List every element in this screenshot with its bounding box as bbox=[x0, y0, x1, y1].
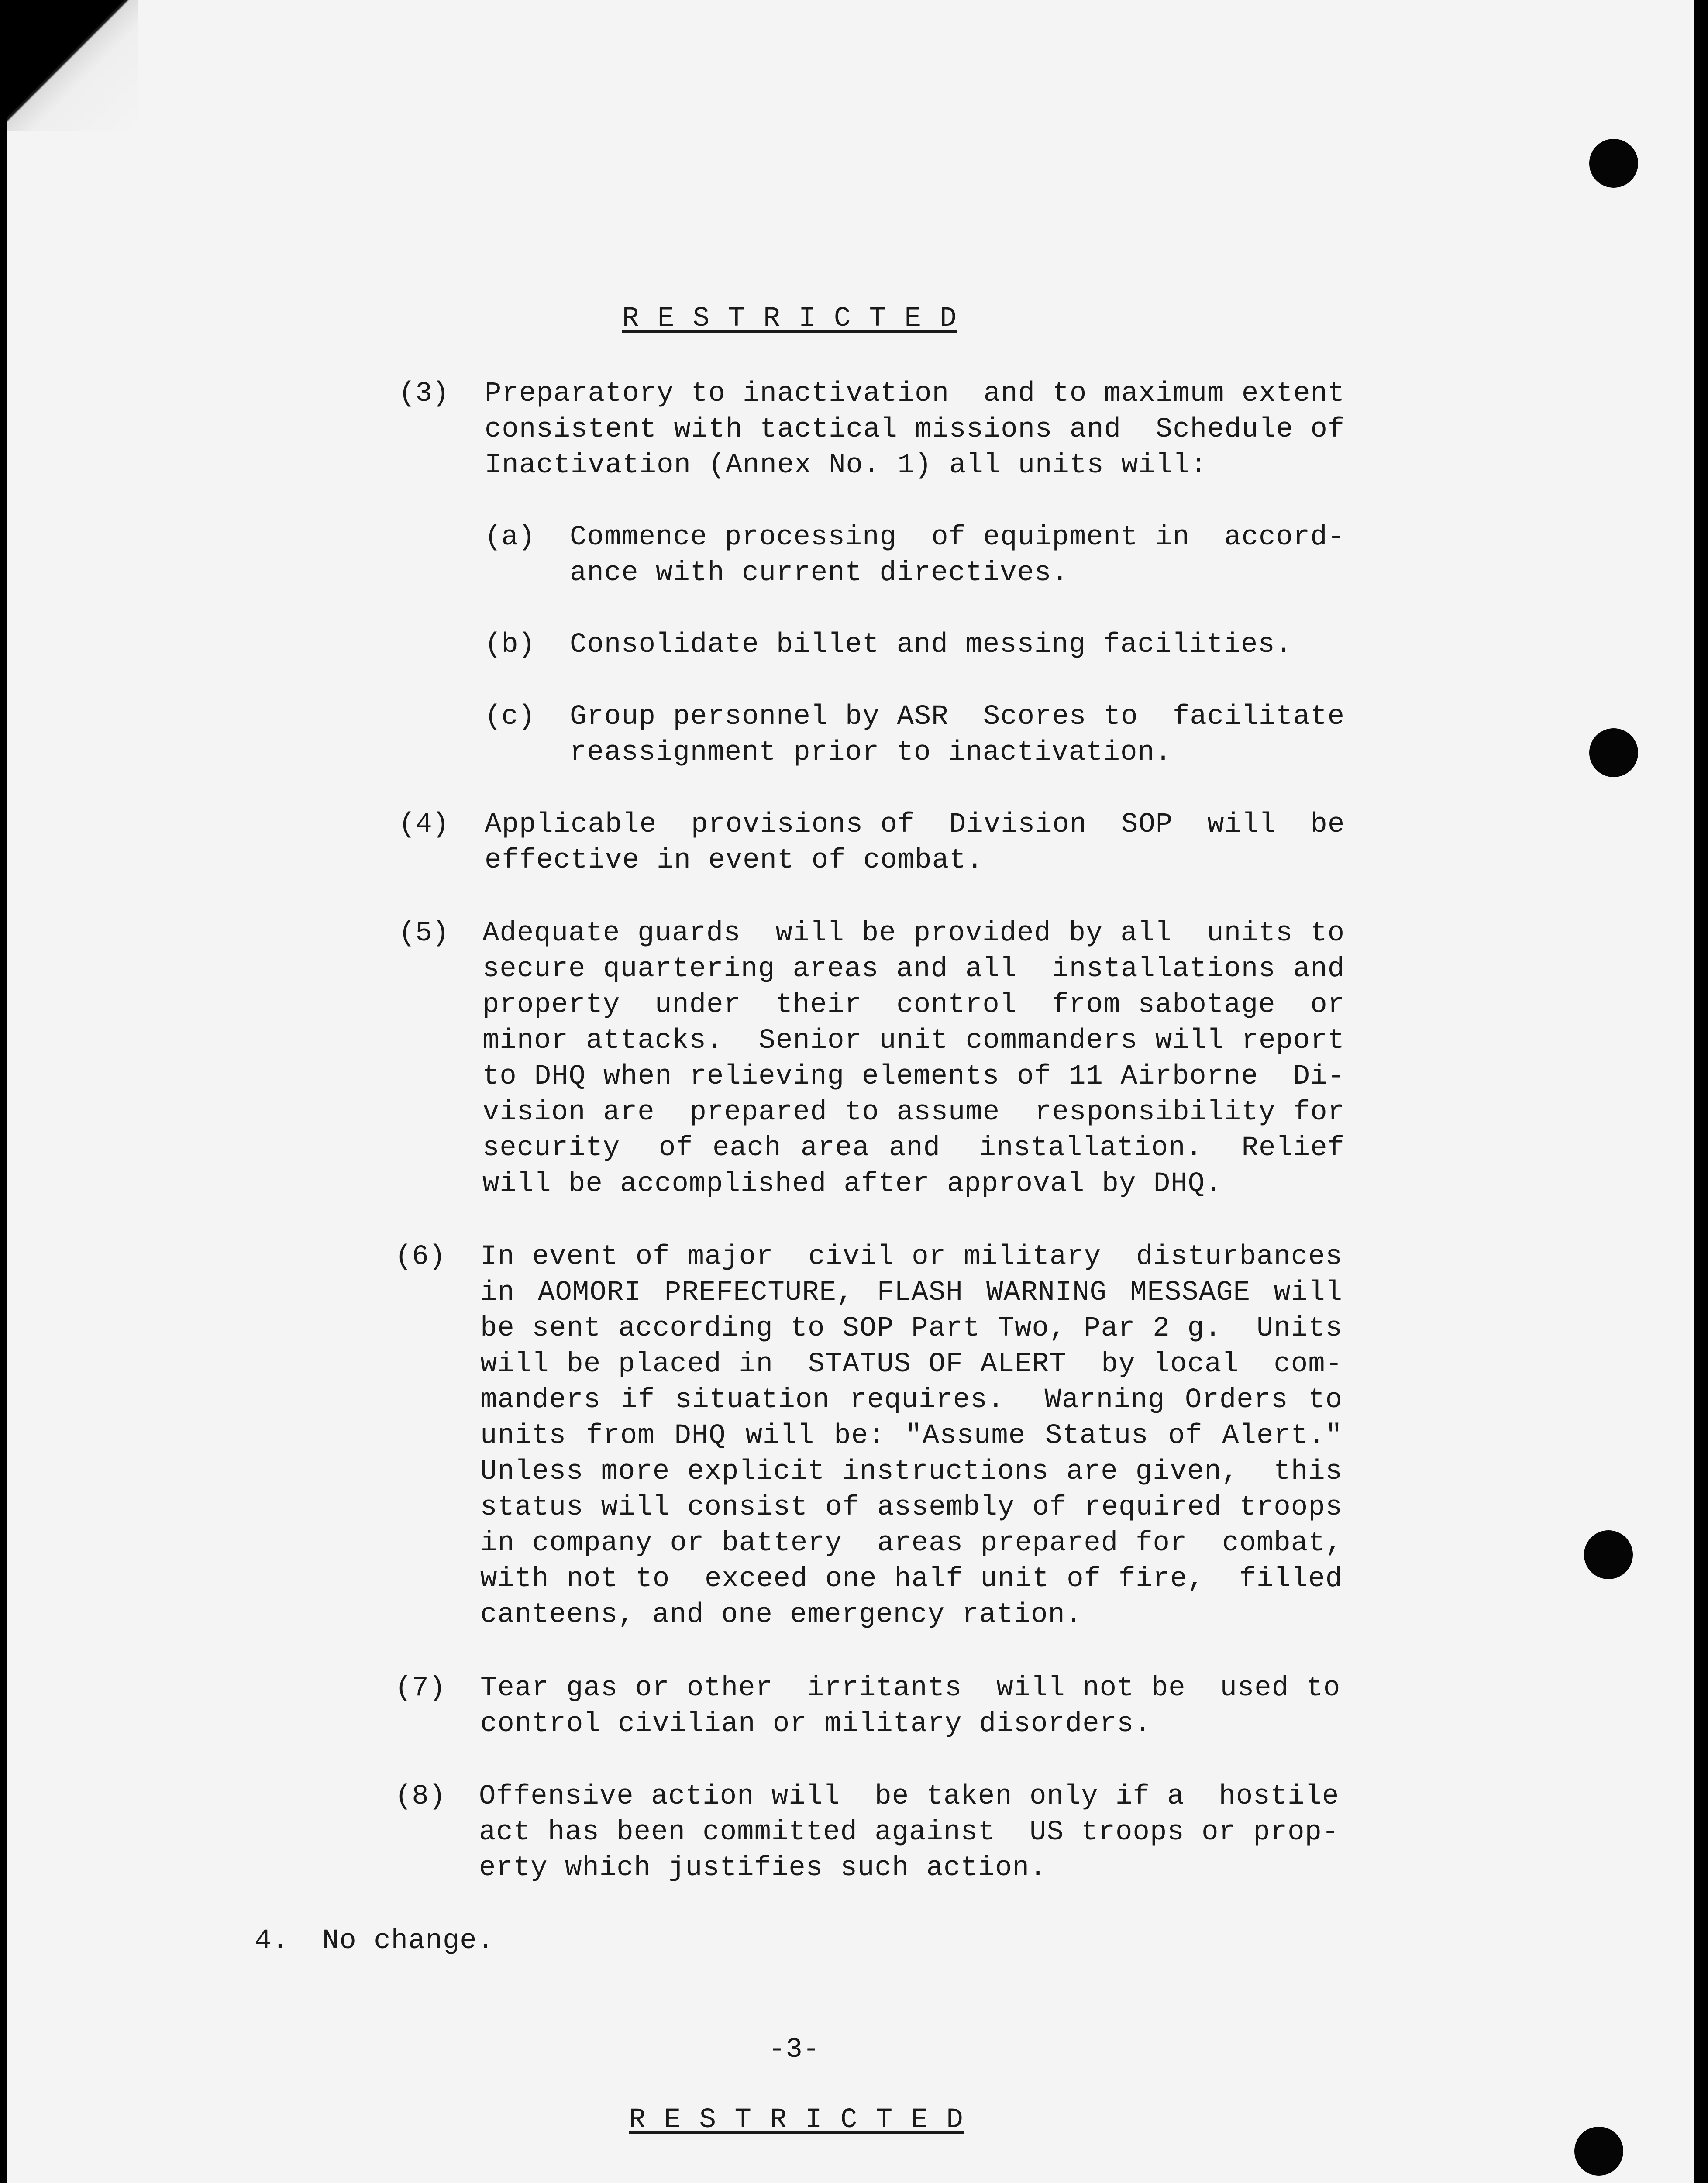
classification-footer: R E S T R I C T E D bbox=[629, 2104, 964, 2136]
para-7-number: (7) bbox=[395, 1673, 446, 1704]
para-8-text bbox=[479, 1779, 1338, 1886]
para-4-text bbox=[485, 807, 1345, 878]
para-3a-line-1: Commence processing of equipment in accord- bbox=[570, 522, 1345, 553]
para-3a-line-2: ance with current directives. bbox=[570, 558, 1069, 589]
punch-hole-4 bbox=[1574, 2127, 1623, 2176]
para-3a-number: (a) bbox=[485, 522, 535, 553]
para-6-line-9: in company or battery areas prepared for combat, bbox=[480, 1528, 1343, 1559]
folded-corner bbox=[7, 0, 138, 131]
para-5-line-3: property under their control from sabotage or bbox=[482, 989, 1345, 1021]
classification-header: R E S T R I C T E D bbox=[622, 303, 957, 334]
para-5-line-5: to DHQ when relieving elements of 11 Airborne Di- bbox=[482, 1061, 1345, 1092]
para-6-line-3: be sent according to SOP Part Two, Par 2 g. Units bbox=[480, 1313, 1343, 1344]
para-5-line-6: vision are prepared to assume responsibility for bbox=[482, 1097, 1345, 1128]
para-3-line-2: consistent with tactical missions and Schedule of bbox=[485, 414, 1345, 445]
para-7-line-2: control civilian or military disorders. bbox=[480, 1708, 1151, 1740]
para-3b-number: (b) bbox=[485, 629, 535, 661]
para-5-line-4: minor attacks. Senior unit commanders will report bbox=[482, 1025, 1345, 1057]
para-6-line-1: In event of major civil or military disturbances bbox=[480, 1241, 1343, 1273]
para-6-line-7: Unless more explicit instructions are given, this bbox=[480, 1456, 1343, 1487]
para-6-line-4: will be placed in STATUS OF ALERT by local com- bbox=[480, 1349, 1343, 1380]
para-5-line-1: Adequate guards will be provided by all units to bbox=[482, 918, 1345, 949]
para-3-number: (3) bbox=[399, 378, 449, 410]
para-5-line-2: secure quartering areas and all installations and bbox=[482, 954, 1345, 985]
para-4-line-2: effective in event of combat. bbox=[485, 845, 984, 876]
para-6-number: (6) bbox=[395, 1241, 446, 1273]
para-3-line-1: Preparatory to inactivation and to maximum extent bbox=[485, 378, 1345, 410]
punch-hole-2 bbox=[1589, 728, 1638, 777]
para-7-line-1: Tear gas or other irritants will not be used to bbox=[480, 1673, 1341, 1704]
para-8-line-3: erty which justifies such action. bbox=[479, 1852, 1047, 1884]
para-5-number: (5) bbox=[399, 918, 449, 949]
para-3c-number: (c) bbox=[485, 701, 535, 733]
item-4-text: No change. bbox=[322, 1925, 495, 1957]
para-5-text bbox=[482, 916, 1345, 1202]
para-6-line-6: units from DHQ will be: "Assume Status of Alert." bbox=[480, 1420, 1343, 1452]
para-3c-line-2: reassignment prior to inactivation. bbox=[570, 737, 1172, 768]
para-8-line-1: Offensive action will be taken only if a hostile bbox=[479, 1781, 1340, 1812]
para-3b-text: Consolidate billet and messing facilities. bbox=[570, 629, 1293, 661]
para-8-line-2: act has been committed against US troops or prop- bbox=[479, 1817, 1340, 1848]
para-5-line-7: security of each area and installation. Relief bbox=[482, 1133, 1345, 1164]
para-6-line-8: status will consist of assembly of required troops bbox=[480, 1492, 1343, 1523]
punch-hole-3 bbox=[1584, 1530, 1633, 1579]
para-4-line-1: Applicable provisions of Division SOP will be bbox=[485, 809, 1345, 840]
para-7-text bbox=[480, 1670, 1341, 1742]
item-4-number: 4. bbox=[255, 1925, 289, 1957]
para-6-line-2: in AOMORI PREFECTURE, FLASH WARNING MESSAGE will bbox=[480, 1277, 1343, 1308]
para-3-line-3: Inactivation (Annex No. 1) all units will: bbox=[485, 450, 1208, 481]
para-3-text bbox=[485, 376, 1345, 483]
para-4-number: (4) bbox=[399, 809, 449, 840]
para-3c-text bbox=[570, 699, 1345, 771]
para-8-number: (8) bbox=[395, 1781, 446, 1812]
para-5-line-8: will be accomplished after approval by DHQ. bbox=[482, 1168, 1222, 1200]
para-3a-text bbox=[570, 520, 1345, 591]
punch-hole-1 bbox=[1589, 139, 1638, 188]
para-6-line-10: with not to exceed one half unit of fire, filled bbox=[480, 1563, 1343, 1595]
para-6-line-11: canteens, and one emergency ration. bbox=[480, 1599, 1083, 1631]
page-number: -3- bbox=[768, 2034, 820, 2066]
para-3c-line-1: Group personnel by ASR Scores to facilitate bbox=[570, 701, 1345, 733]
para-6-text bbox=[480, 1239, 1343, 1633]
para-6-line-5: manders if situation requires. Warning Orders to bbox=[480, 1384, 1343, 1416]
